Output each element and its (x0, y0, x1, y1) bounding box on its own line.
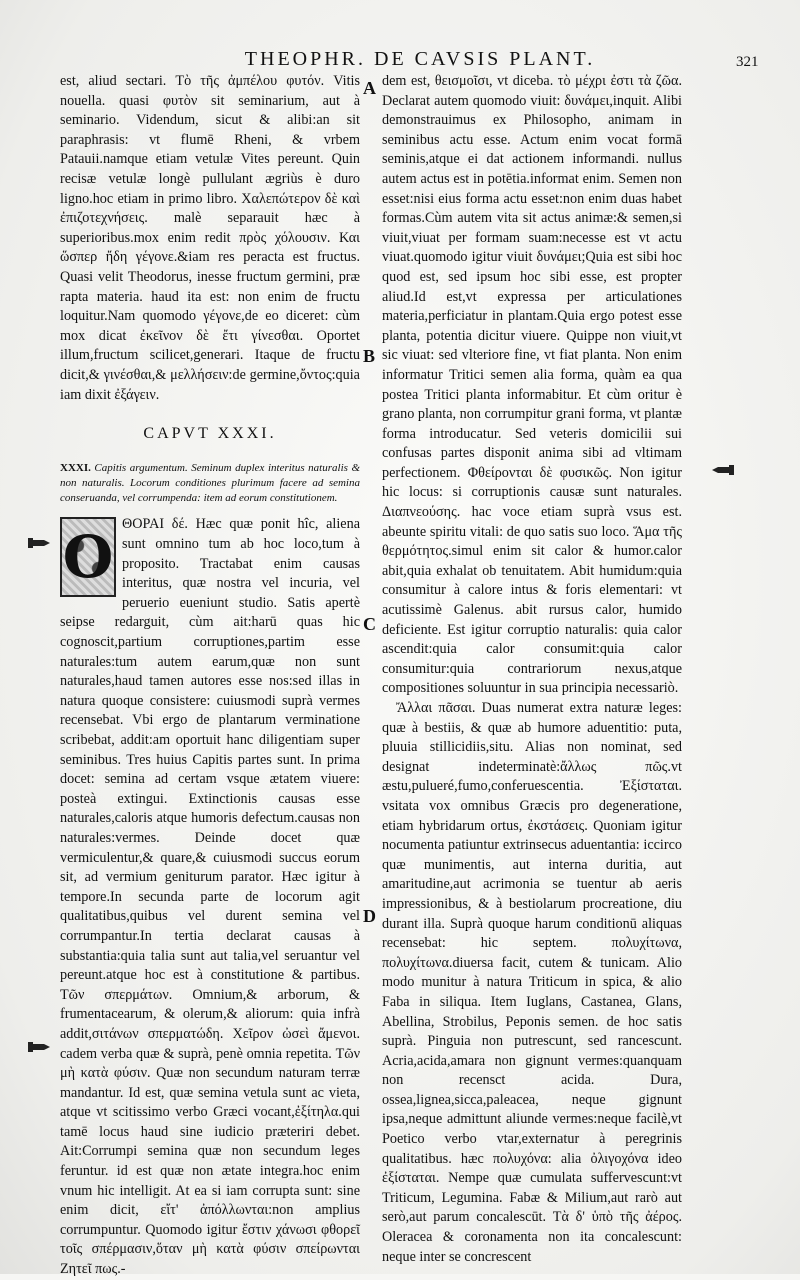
left-paragraph-2: ΘΟΡΑΙ δέ. Hæc quæ ponit hîc, aliena sunt omnino tum ab hoc loco,tum à proposito. Tractabat enim causas interitus, quæ nostra vel incuria, vel peruerio eueniunt studio. Satis apertè seipse redarguit, cùm ait:harū quas hic cognoscit,partium corruptiones,partim esse naturales:tum autem earum,quæ non sunt naturales,haud tamen autores esse nos:sed illas in natura quoque consistere: cuiusmodi suprà vermes recensebat. Vbi ergo de plantarum verminatione scribebat, addit:am oportuit hanc diligentiam super seminibus. Tres huius Capitis partes sunt. In prima docet: semina ad certam vsque ætatem viuere: posteà extingui. Extinctionis causas esse naturales,caloris atque humoris defectum.causas non naturales:vermes. Deinde docet quæ vermiculentur,& quare,& cuiusmodi succus eorum sit, ad vermium geniturum parator. Hæc igitur à tempore.In secunda parte de locorum agit qualitatibus,quibus vel durent semina vel corrumpantur.In tertia declarat causas à substantia:quia talia sunt aut talia,vel seruantur vel pereunt.atque hoc est à constitutione & partibus. Τῶν σπερμάτων. Omnium,& arborum, & frumentacearum, & olerum,& aliorum: quia infrà addit,σιτάνων σπερματώδη. Χεῖρον ὠσεὶ ἄμενοι. cadem verba quæ & suprà, penè omnia repetita. Τῶν μὴ κατὰ φύσιν. Quæ non secundum naturam terræ mandantur. Id est, quæ semina vetula sunt ac vieta, atque vt scitissimo verbo Græci vocant,ἐξίτηλα.qui tamē locus haud sine iudicio præteriri debet. Ait:Corrumpi semina quæ non secundum leges feruntur. id est quæ non ætate integra.hoc enim vnum hic intelligit. At ea si iam corrupta sunt: sine enim dicit, εἴτ' ἀπόλλωνται:non amplius corrumpuntur. Quomodo igitur ἔστιν χάνωσι φθορεῖ τοῖς σπέρμασιν,ὅταν μὴ κατὰ φύσιν σπείρωνται Ζητεῖ πως.- (60, 516, 360, 1278)
left-column (60, 72, 360, 1280)
running-header-title: THEOPHR. DE CAVSIS PLANT. (244, 48, 596, 70)
margin-letter-a: A (363, 78, 376, 98)
argument-text: Capitis argumentum. Seminum duplex interitus naturalis & non naturalis. Locorum conditiones plurimum facere ad semina conseruanda, vel corrumpenda: item ad eorum constitutionem. (60, 462, 360, 504)
pointing-hand-icon (28, 536, 54, 550)
argument-number: XXXI. (60, 462, 91, 475)
chapter-heading: CAPVT XXXI. (143, 425, 277, 443)
chapter-argument (60, 461, 360, 505)
page-number: 321 (736, 54, 759, 70)
commentary-body (60, 515, 360, 1279)
margin-letter-d: D (363, 906, 376, 926)
right-paragraph-2: Ἄλλαι πᾶσαι. Duas numerat extra naturæ leges: quæ à bestiis, & quæ ab humore aduentitio: puta, pluuia stillicidiis,situ. Alias non nominat, sed designat indeterminatè:ἄλλως πῶς.vt æstu,pulueré,fumo,conferuescentia. Ἐξίσταται. vsitata vox omnibus Græcis pro degeneratione, etiam hybridarum ortus, ἐκστάσεις. Quoniam igitur nocumenta patiuntur extrinsecus aduentantia: iccirco quæ munimentis, aut interna duritia, aut amaritudine,aut acrimonia se tuentur ab aeris impressionibus, & à bestiolarum procreatione, diu durant illa. Suprà quoque harum conditionū aliquas recensebat: hic septem. πολυχίτωνα, πολυχίτωνα.diuersa facit, cutem & tunicam. Alio modo munitur à natura Triticum in spica, & alio Faba in siliqua. Item Iuglans, Castanea, Glans, Abellina, Strobilus, Peponis semen. de hoc satis suprà. Pinguia non putrescunt, sed rancescunt. Acria,acida,amara non gignunt vermes:quanquam non recensct acida. Dura, ossea,lignea,sicca,paleacea, neque gignunt ipsa,neque admittunt aliunde vermes:neque facilè,vt Poetico verbo vtar,externatur à peregrinis qualitatibus. hæc πολυχόνα: alia ὀλιγοχόνα ideo ἐξίσταται. Nempe quæ cumulata suffervescunt:vt Triticum, Legumina. Fabæ & Milium,aut rarò aut serò,aut parum concalescūt. Τὰ δ' ὑπὸ τῆς ἀέρος. Oleracea & coronamenta non ita concalescunt: neque inter se concrescent (382, 700, 682, 1265)
pointing-hand-icon (28, 1040, 54, 1054)
decorated-initial: O (60, 517, 116, 597)
margin-letter-c: C (363, 614, 376, 634)
pointing-hand-icon (708, 463, 734, 477)
right-paragraph-1: dem est, θεισμοῖσι, vt diceba. τὸ μέχρι ἐστι τὰ ζῶα. Declarat autem quomodo viuit: δυνάμει,inquit. Alibi demonstrauimus ex Philosopho, animam in seminibus actu esse. Actum enim vocat formā seminis,atque ei dat actionem informandi. nullus autem actus est in potētia.informat enim. Semen non esset:nisi eius forma actu esset:non enim duas habet formas.Cùm autem vita sit actus animæ:& semen,si viuit,viuat per formam suam:necesse est vt actu viuat.quomodo igitur viuit δυνάμει;Quia est sibi hoc quod est, sed ipsum hoc sibi esse, est propter aliud.Id est,vt expressa per articulationes materia,perficiatur in plantam.Quia ergo potest esse planta, potentia dicitur viuere. Quippe non viuit,vt sic viuat: sed vlteriore fine, vt fiat planta. Non enim informatur Tritici semen alia forma, quàm ea qua postea Tritici planta informabitur. Et cùm oritur è grano planta, non corrumpitur grani forma, vt plantæ forma introducatur. Sed veteris domicilii sui confusas partes disponit anima sibi ad vltimam perfectionem. Φθείρονται δὲ φυσικῶς. Non igitur hic locus: si corruptionis causæ sunt naturales. Διαπνεούσης. hac voce etiam suprà vsus est. abeunte spiritu vitali: de quo satis suo loco. Ἅμα τῆς θερμότητος.simul enim sit calor & humor.calor abit,quia exhalat ob tenuitatem. Abit humidum:quia consumitur à calore intus & foris elementari: vt acutissimè Galenus. abit rursus calor, humido deficiente. Est igitur corruptio naturalis: quia calor ascendit:quia calor consumit:quia calor consumitur:quia contrariorum nexus,atque compositiones soluuntur in sua principia necessariò. (382, 73, 682, 697)
left-paragraph-1: est, aliud sectari. Τὸ τῆς ἀμπέλου φυτόν. Vitis nouella. quasi φυτὸν sit seminarium, aut à seminario. Videndum, sicut & alibi:an sit paraphrasis: vt flumē Rheni, & vrbem Patauii.namque etiam vetulæ Vites pereunt. Quin recisæ vetulæ longè pullulant ægriùs è duro ligno.hoc etiam in primo libro. Χαλεπώτερον δὲ καὶ ἐπιζοτεχνήσεις. malè separauit hæc à superioribus.mox enim redit πρὸς χόλουσιν. Και ὥσπερ ἤδη γέγονε.&iam res peracta est fructus. Quasi velit Theodorus, inesse fructum germini, præ rapta materia. haud ita est: non enim de fructu loquitur.Nam quomodo γέγονε,de eo diceret: cùm mox dicat ἐκεῖνον δὲ ἔτι γίνεσθαι. Oportet illum,fructum scilicet,generari. Itaque de fructu dicit,& γινέσθαι,& μελλήσειν:de germine,ὄντος:quia iam dixit ἐξάγειν. (60, 73, 360, 403)
margin-letter-b: B (363, 346, 376, 366)
right-column (382, 72, 682, 1267)
